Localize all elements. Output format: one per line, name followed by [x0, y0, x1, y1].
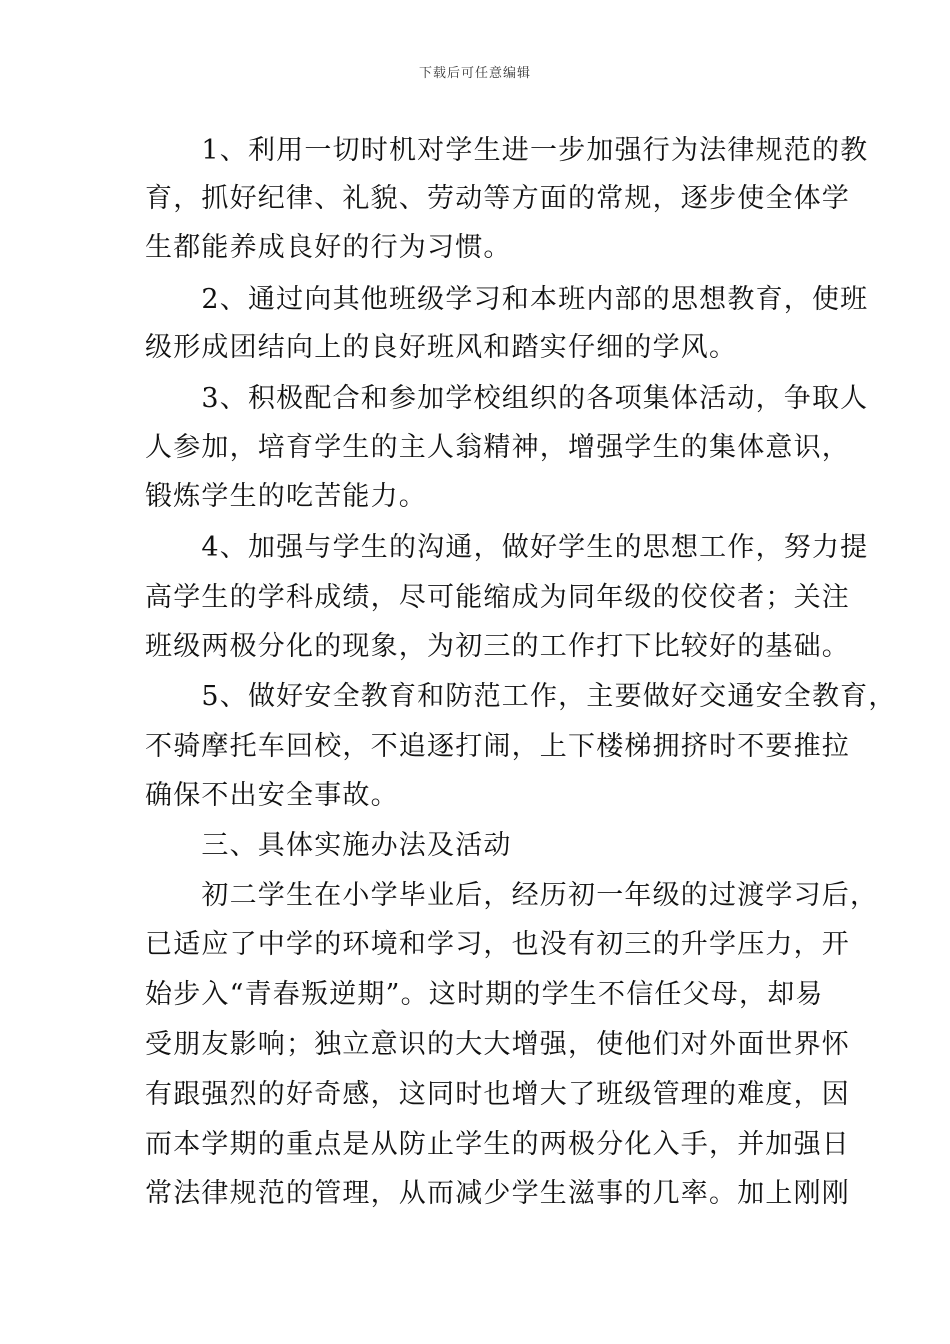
text-line: 锻炼学生的吃苦能力。	[145, 481, 427, 512]
text-line: 5、做好安全教育和防范工作，主要做好交通安全教育，	[145, 681, 897, 712]
text-line: 而本学期的重点是从防止学生的两极分化入手，并加强日	[145, 1129, 850, 1160]
text-line: 人参加，培育学生的主人翁精神，增强学生的集体意识，	[145, 432, 850, 463]
text-line: 常法律规范的管理，从而减少学生滋事的几率。加上刚刚	[145, 1178, 850, 1209]
text-line: 育，抓好纪律、礼貌、劳动等方面的常规，逐步使全体学	[145, 183, 850, 214]
text-line: 有跟强烈的好奇感，这同时也增大了班级管理的难度，因	[145, 1079, 850, 1110]
text-line: 级形成团结向上的良好班风和踏实仔细的学风。	[145, 332, 738, 363]
text-line: 3、积极配合和参加学校组织的各项集体活动，争取人	[145, 383, 869, 414]
text-line: 高学生的学科成绩，尽可能缩成为同年级的佼佼者；关注	[145, 582, 850, 613]
page-header: 下载后可任意编辑	[418, 66, 531, 81]
text-line: 确保不出安全事故。	[145, 780, 399, 811]
text-line: 初二学生在小学毕业后，经历初一年级的过渡学习后，	[145, 880, 879, 911]
text-line: 生都能养成良好的行为习惯。	[145, 232, 512, 263]
text-line: 受朋友影响；独立意识的大大增强，使他们对外面世界怀	[145, 1029, 850, 1060]
text-line: 2、通过向其他班级学习和本班内部的思想教育，使班	[145, 284, 869, 315]
section-heading: 三、具体实施办法及活动	[145, 830, 512, 861]
text-line: 班级两极分化的现象，为初三的工作打下比较好的基础。	[145, 631, 850, 662]
text-line: 已适应了中学的环境和学习，也没有初三的升学压力，开	[145, 929, 850, 960]
text-line: 不骑摩托车回校，不追逐打闹，上下楼梯拥挤时不要推拉	[145, 731, 850, 762]
text-line: 1、利用一切时机对学生进一步加强行为法律规范的教	[145, 135, 869, 166]
text-line: 4、加强与学生的沟通，做好学生的思想工作，努力提	[145, 532, 869, 563]
text-line: 始步入“青春叛逆期”。这时期的学生不信任父母，却易	[145, 979, 824, 1010]
